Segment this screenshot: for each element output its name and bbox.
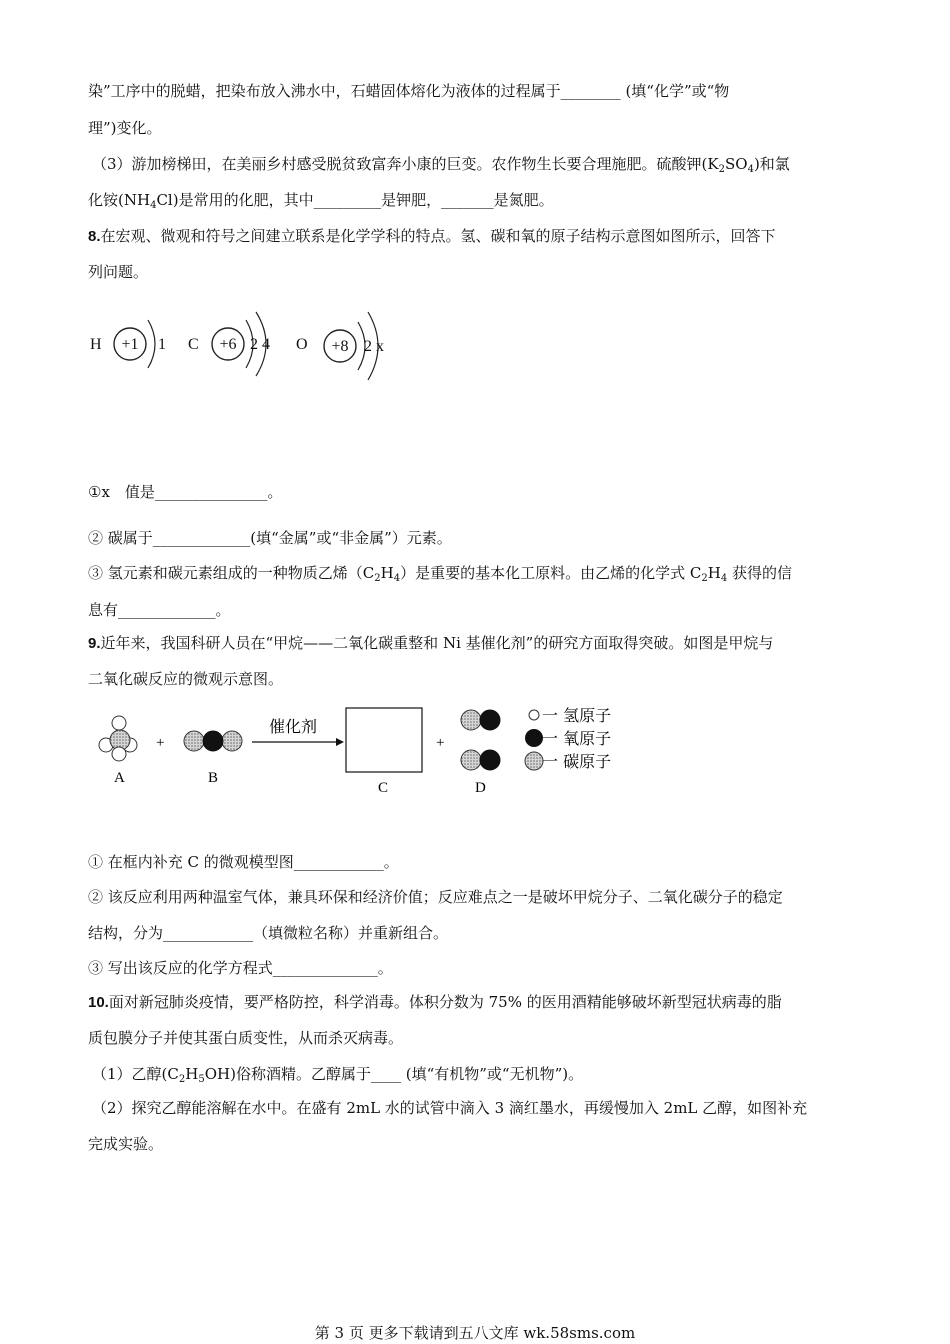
question-10-stem-cont: 质包膜分子并使其蛋白质变性，从而杀灭病毒。 — [88, 1029, 404, 1047]
carbon-monoxide-molecule-2 — [461, 750, 500, 770]
label-b: B — [208, 770, 219, 786]
page-footer: 第 3 页 更多下载请到五八文库 wk.58sms.com — [314, 1324, 636, 1342]
atom-nucleus: +6 — [219, 336, 237, 353]
oxygen-legend-icon — [525, 729, 543, 747]
carbon-legend-icon — [525, 752, 543, 770]
label-d: D — [475, 780, 486, 796]
question-10-sub-2: （2）探究乙醇能溶解在水中。在盛有 2mL 水的试管中滴入 3 滴红墨水，再缓慢加入 2mL 乙醇，如图补充 — [92, 1099, 808, 1117]
question-10-stem: 10.面对新冠肺炎疫情，要严格防控，科学消毒。体积分数为 75% 的医用酒精能够破坏新型冠状病毒的脂 — [88, 993, 782, 1011]
carbon-monoxide-molecule-1 — [461, 710, 500, 730]
question-8-sub-3-cont: 息有_____________。 — [88, 601, 231, 619]
methane-molecule — [99, 716, 137, 761]
atom-nucleus: +8 — [331, 338, 349, 355]
paragraph-dewaxing-cont: 理”)变化。 — [88, 119, 162, 137]
question-8-sub-2: ② 碳属于_____________(填“金属”或“非金属”）元素。 — [88, 529, 452, 547]
atom-nucleus: +1 — [121, 336, 139, 353]
carbon-atom — [188, 312, 270, 376]
reaction-micro-diagram — [86, 700, 646, 800]
atom-shells: 1 — [158, 336, 166, 353]
question-10-sub-2-cont: 完成实验。 — [88, 1135, 164, 1153]
atomic-structure-diagram — [82, 298, 402, 390]
oxygen-atom — [296, 312, 384, 380]
question-8-sub-3: ③ 氢元素和碳元素组成的一种物质乙烯$(C_2H_4)$是重要的基本化工原料。由乙烯的化学式 $C_2H_4$ 获得的信 — [88, 564, 792, 584]
label-c: C — [378, 780, 389, 796]
atom-shells: 2 4 — [250, 336, 270, 353]
question-9-stem: 9.近年来，我国科研人员在“甲烷——二氧化碳重整和 Ni 基催化剂”的研究方面取得突破。如图是甲烷与 — [88, 634, 774, 652]
hydrogen-atom — [90, 320, 166, 368]
question-8-stem: 8.在宏观、微观和符号之间建立联系是化学学科的特点。氢、碳和氧的原子结构示意图如图所示，回答下 — [88, 227, 776, 245]
paragraph-fertilizer-cont: 化铵$(NH_4Cl)$是常用的化肥，其中_________是钾肥，_______是氮肥。 — [88, 191, 554, 211]
plus-sign: + — [156, 735, 165, 751]
question-8-stem-cont: 列问题。 — [88, 263, 149, 281]
question-9-sub-2-cont: 结构，分为____________（填微粒名称）并重新组合。 — [88, 924, 449, 942]
question-9-sub-1: ① 在框内补充 C 的微观模型图____________。 — [88, 853, 399, 871]
label-a: A — [114, 770, 125, 786]
carbon-dioxide-molecule — [184, 731, 242, 751]
answer-box — [346, 708, 422, 772]
legend — [525, 706, 611, 771]
plus-sign-2: + — [436, 735, 445, 751]
question-9-sub-2: ② 该反应利用两种温室气体，兼具环保和经济价值；反应难点之一是破坏甲烷分子、二氧化碳分子的稳定 — [88, 888, 783, 906]
question-9-stem-cont: 二氧化碳反应的微观示意图。 — [88, 670, 284, 688]
paragraph-fertilizer: （3）游加榜梯田，在美丽乡村感受脱贫致富奔小康的巨变。农作物生长要合理施肥。硫酸钾$(K_2SO_4)$和氯 — [92, 155, 790, 175]
paragraph-dewaxing: 染”工序中的脱蜡，把染布放入沸水中，石蜡固体熔化为液体的过程属于________ (填“化学”或“物 — [88, 82, 730, 100]
atom-symbol: O — [296, 336, 308, 353]
atom-symbol: H — [90, 336, 102, 353]
question-8-sub-1: ①x 值是_______________。 — [88, 483, 283, 501]
question-9-sub-3: ③ 写出该反应的化学方程式______________。 — [88, 959, 393, 977]
legend-hydrogen: 一 氢原子 — [542, 706, 612, 725]
catalyst-label: 催化剂 — [269, 717, 318, 736]
atom-symbol: C — [188, 336, 199, 353]
hydrogen-legend-icon — [529, 710, 539, 720]
question-10-sub-1: （1）乙醇$(C_2H_5OH)$俗称酒精。乙醇属于____ (填“有机物”或“无机物”)。 — [92, 1065, 584, 1085]
legend-oxygen: 一 氧原子 — [542, 729, 612, 748]
legend-carbon: 一 碳原子 — [542, 752, 612, 771]
atom-shells: 2 x — [364, 338, 384, 355]
